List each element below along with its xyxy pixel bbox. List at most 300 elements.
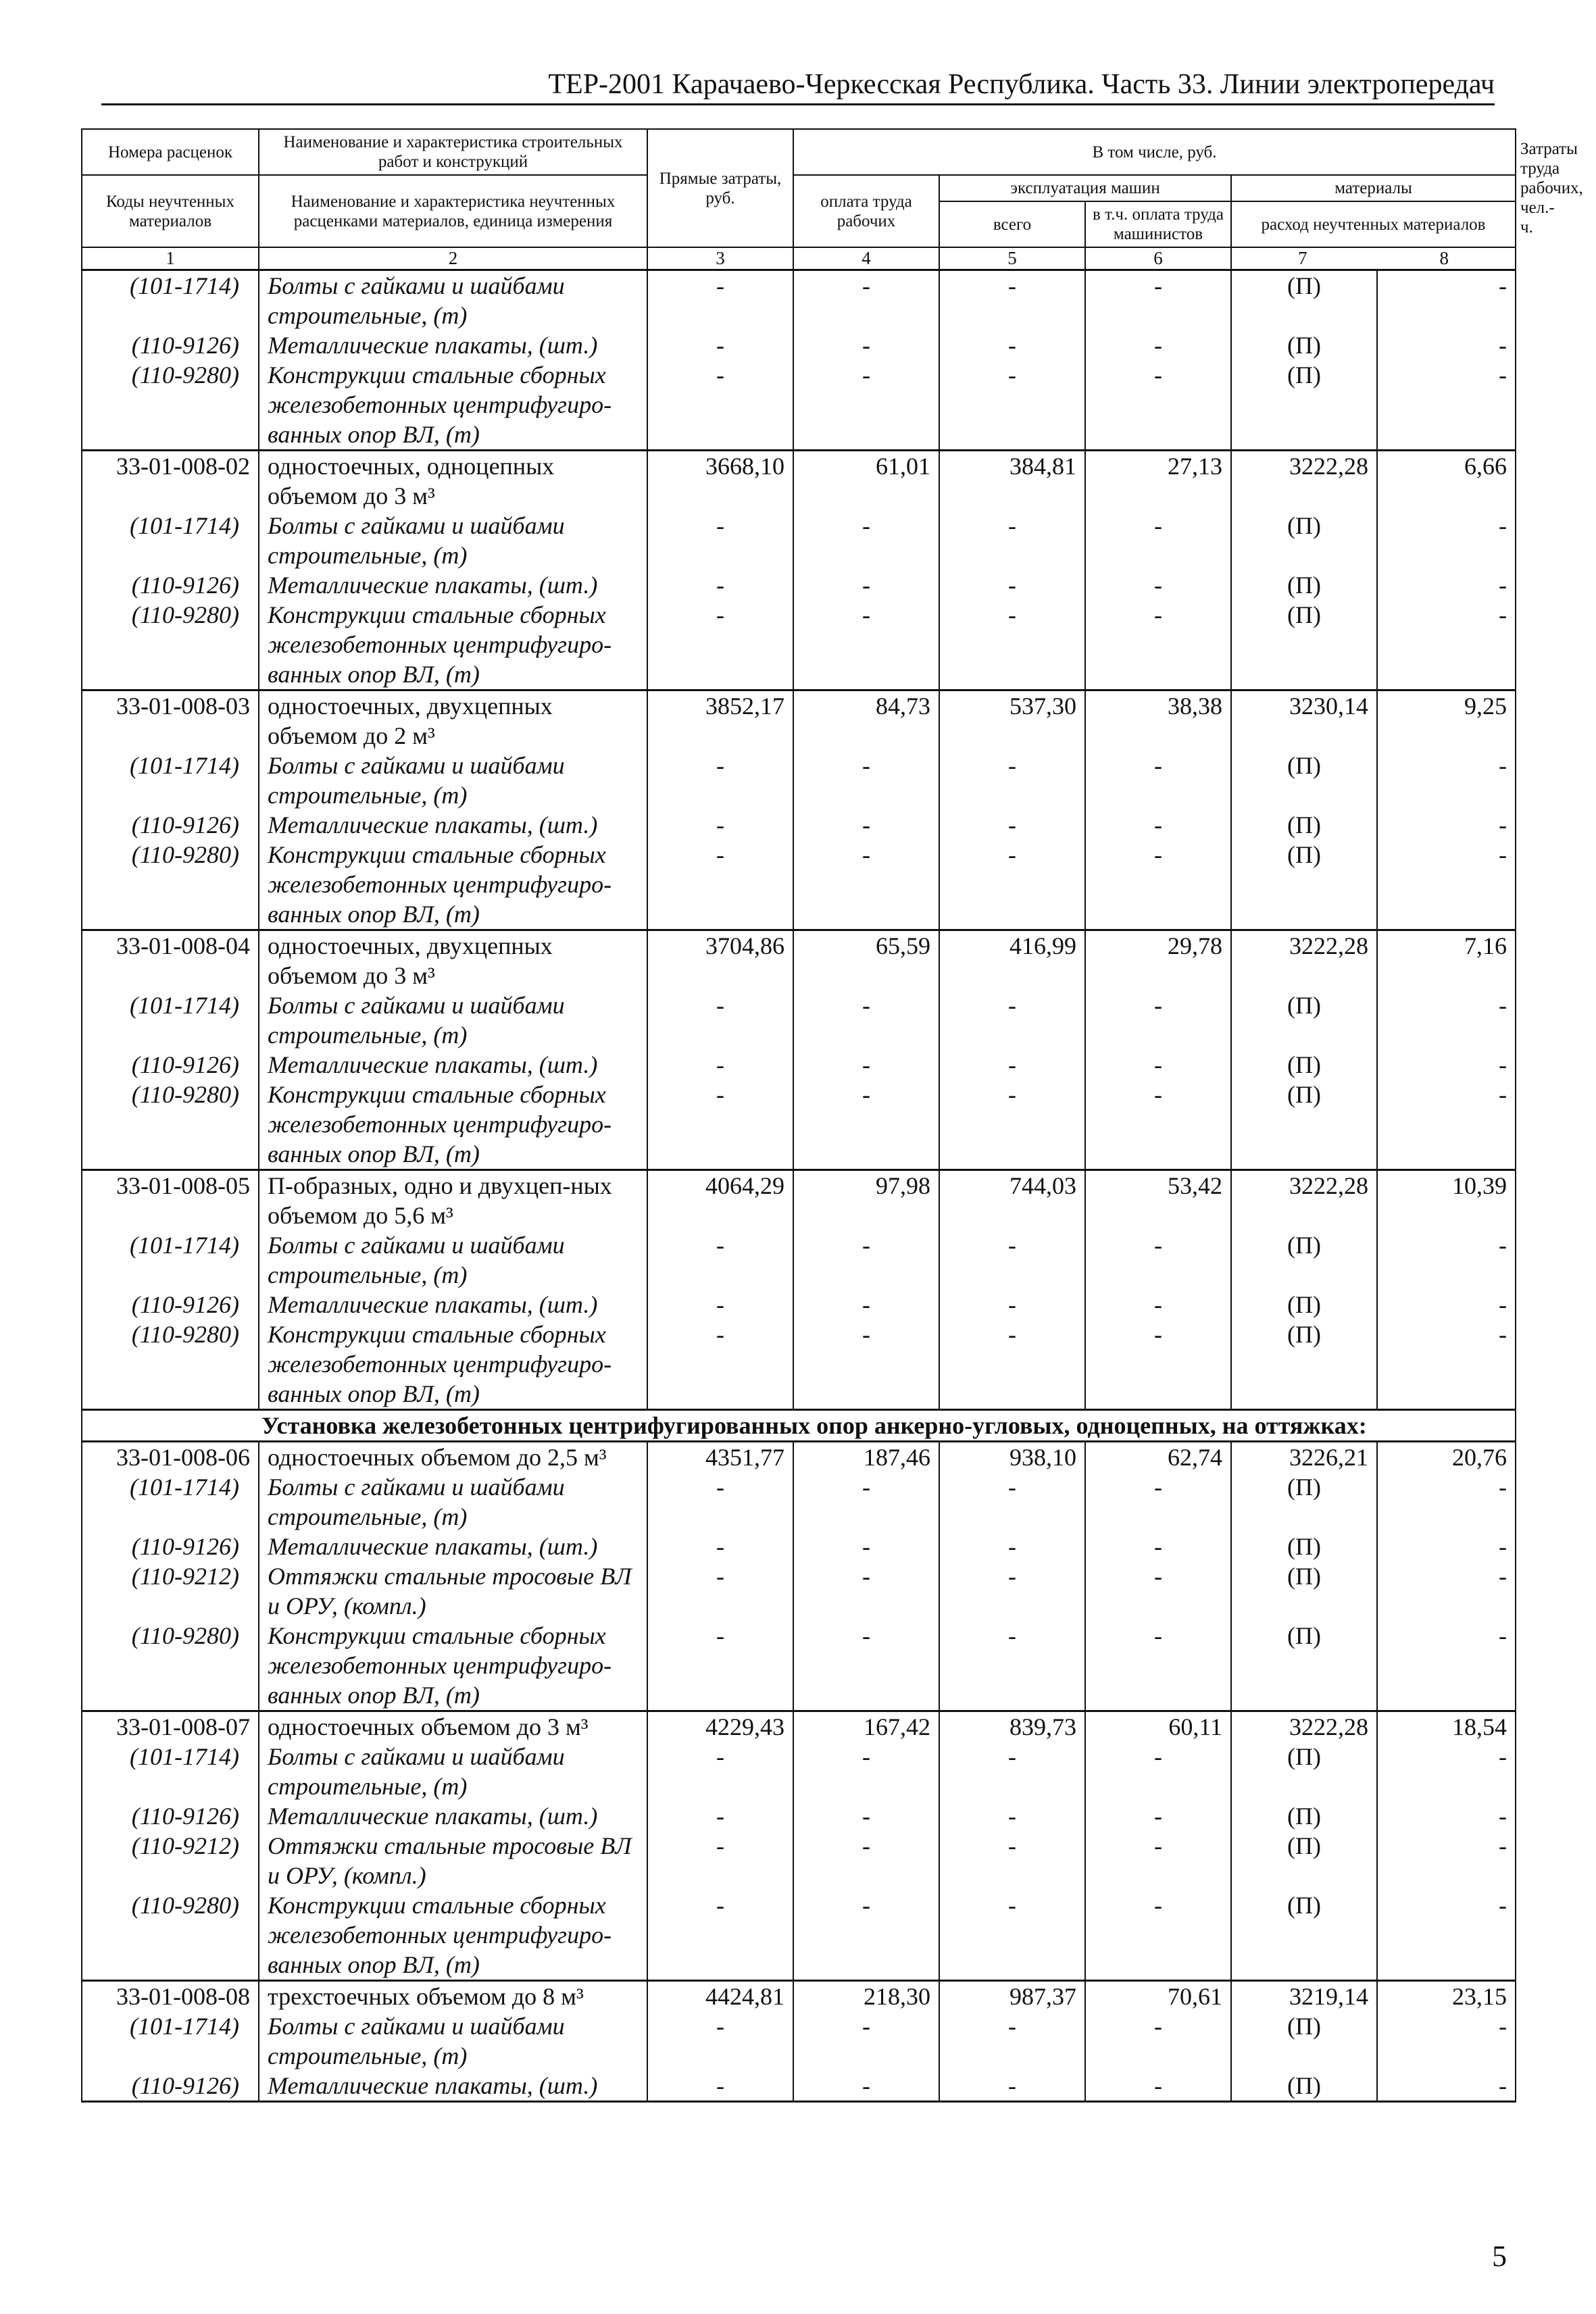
materials-cell: (П) [1231, 1290, 1377, 1319]
material-row [82, 1080, 1516, 1170]
material-code: (110-9126) [82, 1290, 259, 1319]
machines-total-cell: - [939, 330, 1085, 360]
materials-cell: (П) [1231, 270, 1377, 331]
material-name: Металлические плакаты, (шт.) [259, 570, 647, 600]
material-row [82, 1230, 1516, 1290]
material-name: Болты с гайками и шайбами строительные, (т) [259, 1230, 647, 1290]
machinist-wages-cell: - [1085, 270, 1231, 331]
machines-total-cell: - [939, 1742, 1085, 1801]
column-numbers-row [82, 247, 1516, 270]
labor-cell: - [1377, 270, 1516, 331]
labor-cell: - [1377, 1742, 1516, 1801]
direct-costs-cell: - [647, 270, 793, 331]
material-code: (110-9280) [82, 600, 259, 690]
materials-cell: 3222,28 [1231, 1711, 1377, 1742]
labor-cell: - [1377, 570, 1516, 600]
material-row [82, 1290, 1516, 1319]
material-name: Конструкции стальные сборных железобетонных центрифугиро-ванных опор ВЛ, (т) [259, 360, 647, 451]
direct-costs-cell: 3668,10 [647, 451, 793, 511]
rate-name: одностоечных объемом до 3 м³ [259, 1711, 647, 1742]
labor-cell: - [1377, 1050, 1516, 1080]
material-code: (110-9280) [82, 1080, 259, 1170]
wages-cell: - [793, 1742, 939, 1801]
materials-cell: (П) [1231, 2011, 1377, 2071]
direct-costs-cell: 4424,81 [647, 1981, 793, 2012]
material-row [82, 360, 1516, 451]
material-code: (101-1714) [82, 751, 259, 810]
labor-cell: - [1377, 810, 1516, 840]
rate-code: 33-01-008-04 [82, 930, 259, 991]
header-uncounted-name: Наименование и характеристика неучтенных расценками материалов, единица измерения [259, 175, 647, 247]
direct-costs-cell: 4351,77 [647, 1442, 793, 1473]
labor-cell: - [1377, 1080, 1516, 1170]
labor-cell: - [1377, 330, 1516, 360]
machinist-wages-cell: - [1085, 1532, 1231, 1561]
materials-cell: (П) [1231, 1742, 1377, 1801]
wages-cell: 84,73 [793, 690, 939, 751]
materials-cell: (П) [1231, 810, 1377, 840]
material-name: Болты с гайками и шайбами строительные, (т) [259, 2011, 647, 2071]
material-code: (110-9126) [82, 2071, 259, 2102]
rate-name: одностоечных, одноцепных объемом до 3 м³ [259, 451, 647, 511]
wages-cell: - [793, 270, 939, 331]
machinist-wages-cell: - [1085, 1290, 1231, 1319]
column-number: 5 [939, 247, 1085, 270]
machines-total-cell: - [939, 1621, 1085, 1711]
machinist-wages-cell: - [1085, 2011, 1231, 2071]
wages-cell: - [793, 1050, 939, 1080]
wages-cell: - [793, 1532, 939, 1561]
machines-total-cell: - [939, 2071, 1085, 2102]
machines-total-cell: - [939, 1472, 1085, 1532]
machinist-wages-cell: 62,74 [1085, 1442, 1231, 1473]
material-name: Болты с гайками и шайбами строительные, (т) [259, 270, 647, 331]
direct-costs-cell: - [647, 600, 793, 690]
materials-cell: (П) [1231, 570, 1377, 600]
materials-cell: (П) [1231, 1890, 1377, 1981]
labor-cell: 9,25 [1377, 690, 1516, 751]
direct-costs-cell: - [647, 1472, 793, 1532]
section-heading-row [82, 1410, 1516, 1442]
direct-costs-cell: - [647, 1050, 793, 1080]
machines-total-cell: - [939, 810, 1085, 840]
material-row [82, 270, 1516, 331]
material-name: Металлические плакаты, (шт.) [259, 1532, 647, 1561]
material-name: Болты с гайками и шайбами строительные, (т) [259, 511, 647, 570]
wages-cell: - [793, 1290, 939, 1319]
machinist-wages-cell: - [1085, 1472, 1231, 1532]
header-rule [101, 103, 1495, 105]
material-row [82, 570, 1516, 600]
machinist-wages-cell: 27,13 [1085, 451, 1231, 511]
material-row [82, 751, 1516, 810]
machinist-wages-cell: - [1085, 1621, 1231, 1711]
direct-costs-cell: - [647, 990, 793, 1050]
material-code: (110-9126) [82, 330, 259, 360]
machines-total-cell: 987,37 [939, 1981, 1085, 2012]
rate-code: 33-01-008-07 [82, 1711, 259, 1742]
machines-total-cell: - [939, 511, 1085, 570]
machinist-wages-cell: - [1085, 330, 1231, 360]
column-number: 8 [1439, 248, 1449, 268]
wages-cell: - [793, 511, 939, 570]
material-row [82, 810, 1516, 840]
labor-cell: - [1377, 360, 1516, 451]
material-code: (101-1714) [82, 2011, 259, 2071]
wages-cell: 187,46 [793, 1442, 939, 1473]
materials-cell: 3222,28 [1231, 1170, 1377, 1231]
material-name: Металлические плакаты, (шт.) [259, 330, 647, 360]
material-name: Болты с гайками и шайбами строительные, (т) [259, 1472, 647, 1532]
wages-cell: - [793, 1561, 939, 1621]
labor-cell: - [1377, 990, 1516, 1050]
materials-cell: (П) [1231, 600, 1377, 690]
materials-cell: (П) [1231, 1801, 1377, 1831]
wages-cell: - [793, 1230, 939, 1290]
table-header: Номера расценок Наименование и характеристика строительных работ и конструкций Прямые затраты, руб. В том числе, руб. Затраты труда рабочих, чел.-ч. Коды неучтенных материалов Наименование и характеристика неучтенных расценками материалов, единица измерения оплата труда рабочих эксплуатация машин материалы всего в т.ч. оплата труда машинистов расход неучтенных материалов 1 2 3 4 5 6 7 8 [82, 129, 1516, 270]
wages-cell: - [793, 1831, 939, 1890]
material-row [82, 1742, 1516, 1801]
labor-cell: - [1377, 2071, 1516, 2102]
machinist-wages-cell: 29,78 [1085, 930, 1231, 991]
machines-total-cell: - [939, 840, 1085, 930]
material-row [82, 2071, 1516, 2102]
materials-cell: (П) [1231, 1050, 1377, 1080]
document-header: ТЕР-2001 Карачаево-Черкесская Республика. Часть 33. Линии электропередач [548, 69, 1495, 100]
materials-cell: (П) [1231, 1532, 1377, 1561]
machinist-wages-cell: - [1085, 1050, 1231, 1080]
material-code: (110-9212) [82, 1561, 259, 1621]
materials-cell: (П) [1231, 751, 1377, 810]
labor-cell: - [1377, 751, 1516, 810]
wages-cell: - [793, 1472, 939, 1532]
material-name: Конструкции стальные сборных железобетонных центрифугиро-ванных опор ВЛ, (т) [259, 1319, 647, 1410]
labor-cell: - [1377, 1621, 1516, 1711]
labor-cell: - [1377, 1230, 1516, 1290]
material-name: Оттяжки стальные тросовые ВЛ и ОРУ, (компл.) [259, 1831, 647, 1890]
machinist-wages-cell: - [1085, 1080, 1231, 1170]
materials-cell: (П) [1231, 511, 1377, 570]
material-code: (110-9280) [82, 360, 259, 451]
machines-total-cell: - [939, 1890, 1085, 1981]
machinist-wages-cell: - [1085, 1831, 1231, 1890]
labor-cell: 6,66 [1377, 451, 1516, 511]
labor-cell: - [1377, 1290, 1516, 1319]
material-name: Металлические плакаты, (шт.) [259, 2071, 647, 2102]
material-code: (110-9126) [82, 570, 259, 600]
header-machinist-wages: в т.ч. оплата труда машинистов [1085, 201, 1231, 247]
material-code: (110-9126) [82, 810, 259, 840]
materials-cell: 3222,28 [1231, 451, 1377, 511]
header-including: В том числе, руб. [793, 129, 1516, 175]
machines-total-cell: - [939, 570, 1085, 600]
machinist-wages-cell: 38,38 [1085, 690, 1231, 751]
material-row [82, 1472, 1516, 1532]
machines-total-cell: - [939, 270, 1085, 331]
material-row [82, 1621, 1516, 1711]
material-row [82, 1890, 1516, 1981]
direct-costs-cell: - [647, 1831, 793, 1890]
material-row [82, 1050, 1516, 1080]
material-row [82, 511, 1516, 570]
direct-costs-cell: - [647, 810, 793, 840]
labor-cell: - [1377, 1831, 1516, 1890]
wages-cell: 65,59 [793, 930, 939, 991]
material-code: (110-9126) [82, 1532, 259, 1561]
machinist-wages-cell: - [1085, 1742, 1231, 1801]
material-name: Металлические плакаты, (шт.) [259, 810, 647, 840]
direct-costs-cell: - [647, 1290, 793, 1319]
rate-row [82, 1981, 1516, 2012]
material-row [82, 1319, 1516, 1410]
materials-cell: (П) [1231, 1621, 1377, 1711]
machinist-wages-cell: - [1085, 1319, 1231, 1410]
table-body [82, 270, 1516, 2102]
direct-costs-cell: - [647, 1080, 793, 1170]
column-number: 1 [82, 247, 259, 270]
direct-costs-cell: 4229,43 [647, 1711, 793, 1742]
direct-costs-cell: - [647, 1621, 793, 1711]
material-name: Болты с гайками и шайбами строительные, (т) [259, 990, 647, 1050]
column-number: 3 [647, 247, 793, 270]
direct-costs-cell: - [647, 1801, 793, 1831]
rate-name: одностоечных объемом до 2,5 м³ [259, 1442, 647, 1473]
material-code: (110-9280) [82, 1890, 259, 1981]
material-row [82, 330, 1516, 360]
machines-total-cell: - [939, 360, 1085, 451]
materials-cell: 3219,14 [1231, 1981, 1377, 2012]
material-code: (101-1714) [82, 270, 259, 331]
column-number-pair [1231, 247, 1516, 270]
material-name: Конструкции стальные сборных железобетонных центрифугиро-ванных опор ВЛ, (т) [259, 840, 647, 930]
column-number: 2 [259, 247, 647, 270]
machinist-wages-cell: - [1085, 1801, 1231, 1831]
material-row [82, 1561, 1516, 1621]
labor-cell: - [1377, 1472, 1516, 1532]
rate-code: 33-01-008-03 [82, 690, 259, 751]
machines-total-cell: 416,99 [939, 930, 1085, 991]
machinist-wages-cell: 70,61 [1085, 1981, 1231, 2012]
material-name: Конструкции стальные сборных железобетонных центрифугиро-ванных опор ВЛ, (т) [259, 1080, 647, 1170]
material-code: (101-1714) [82, 1472, 259, 1532]
rate-code: 33-01-008-02 [82, 451, 259, 511]
rate-code: 33-01-008-05 [82, 1170, 259, 1231]
rate-row [82, 451, 1516, 511]
labor-cell: 20,76 [1377, 1442, 1516, 1473]
material-name: Металлические плакаты, (шт.) [259, 1050, 647, 1080]
labor-cell: - [1377, 1561, 1516, 1621]
header-direct-costs: Прямые затраты, руб. [647, 129, 793, 247]
machinist-wages-cell: - [1085, 511, 1231, 570]
material-name: Конструкции стальные сборных железобетонных центрифугиро-ванных опор ВЛ, (т) [259, 1621, 647, 1711]
header-machine-operation: эксплуатация машин [939, 175, 1231, 201]
labor-cell: - [1377, 1890, 1516, 1981]
material-code: (101-1714) [82, 511, 259, 570]
machinist-wages-cell: - [1085, 360, 1231, 451]
labor-cell: - [1377, 511, 1516, 570]
rate-row [82, 1711, 1516, 1742]
labor-cell: - [1377, 840, 1516, 930]
direct-costs-cell: - [647, 2071, 793, 2102]
direct-costs-cell: - [647, 1561, 793, 1621]
rate-code: 33-01-008-06 [82, 1442, 259, 1473]
header-uncounted-materials-usage: расход неучтенных материалов [1231, 201, 1516, 247]
machines-total-cell: - [939, 600, 1085, 690]
direct-costs-cell: - [647, 1890, 793, 1981]
wages-cell: - [793, 751, 939, 810]
direct-costs-cell: - [647, 1532, 793, 1561]
labor-cell: - [1377, 1801, 1516, 1831]
rate-name: П-образных, одно и двухцеп-ных объемом до 5,6 м³ [259, 1170, 647, 1231]
direct-costs-cell: - [647, 1319, 793, 1410]
material-code: (101-1714) [82, 990, 259, 1050]
rate-name: одностоечных, двухцепных объемом до 3 м³ [259, 930, 647, 991]
wages-cell: - [793, 360, 939, 451]
material-name: Болты с гайками и шайбами строительные, (т) [259, 1742, 647, 1801]
rate-row [82, 930, 1516, 991]
machinist-wages-cell: 60,11 [1085, 1711, 1231, 1742]
labor-cell: 10,39 [1377, 1170, 1516, 1231]
wages-cell: - [793, 1319, 939, 1410]
machinist-wages-cell: - [1085, 600, 1231, 690]
direct-costs-cell: - [647, 330, 793, 360]
direct-costs-cell: 4064,29 [647, 1170, 793, 1231]
wages-cell: - [793, 2071, 939, 2102]
materials-cell: (П) [1231, 360, 1377, 451]
machinist-wages-cell: - [1085, 751, 1231, 810]
machinist-wages-cell: - [1085, 2071, 1231, 2102]
machinist-wages-cell: - [1085, 1561, 1231, 1621]
materials-cell: 3230,14 [1231, 690, 1377, 751]
header-wages: оплата труда рабочих [793, 175, 939, 247]
materials-cell: (П) [1231, 1561, 1377, 1621]
direct-costs-cell: - [647, 511, 793, 570]
material-name: Металлические плакаты, (шт.) [259, 1290, 647, 1319]
direct-costs-cell: - [647, 751, 793, 810]
direct-costs-cell: - [647, 1230, 793, 1290]
material-code: (110-9212) [82, 1831, 259, 1890]
labor-cell: 23,15 [1377, 1981, 1516, 2012]
labor-cell: 7,16 [1377, 930, 1516, 991]
materials-cell: (П) [1231, 840, 1377, 930]
wages-cell: - [793, 330, 939, 360]
rate-row [82, 1442, 1516, 1473]
machines-total-cell: - [939, 1831, 1085, 1890]
materials-cell: 3222,28 [1231, 930, 1377, 991]
materials-cell: (П) [1231, 990, 1377, 1050]
labor-cell: - [1377, 2011, 1516, 2071]
wages-cell: - [793, 990, 939, 1050]
wages-cell: - [793, 1621, 939, 1711]
direct-costs-cell: 3852,17 [647, 690, 793, 751]
machines-total-cell: 744,03 [939, 1170, 1085, 1231]
machines-total-cell: - [939, 1801, 1085, 1831]
machines-total-cell: 938,10 [939, 1442, 1085, 1473]
labor-cell: - [1377, 1319, 1516, 1410]
material-name: Конструкции стальные сборных железобетонных центрифугиро-ванных опор ВЛ, (т) [259, 1890, 647, 1981]
machines-total-cell: 537,30 [939, 690, 1085, 751]
machines-total-cell: - [939, 1319, 1085, 1410]
wages-cell: - [793, 1080, 939, 1170]
materials-cell: (П) [1231, 1080, 1377, 1170]
column-number: 7 [1298, 248, 1307, 268]
material-code: (110-9280) [82, 1319, 259, 1410]
direct-costs-cell: - [647, 570, 793, 600]
wages-cell: 97,98 [793, 1170, 939, 1231]
material-name: Металлические плакаты, (шт.) [259, 1801, 647, 1831]
machines-total-cell: - [939, 990, 1085, 1050]
rates-table [81, 128, 1583, 2103]
machines-total-cell: - [939, 1290, 1085, 1319]
wages-cell: - [793, 1890, 939, 1981]
material-name: Оттяжки стальные тросовые ВЛ и ОРУ, (компл.) [259, 1561, 647, 1621]
header-name-description: Наименование и характеристика строительных работ и конструкций [259, 129, 647, 175]
rate-name: трехстоечных объемом до 8 м³ [259, 1981, 647, 2012]
header-machines-total: всего [939, 201, 1085, 247]
machines-total-cell: 839,73 [939, 1711, 1085, 1742]
materials-cell: (П) [1231, 1831, 1377, 1890]
material-row [82, 1801, 1516, 1831]
machines-total-cell: - [939, 1532, 1085, 1561]
wages-cell: 61,01 [793, 451, 939, 511]
materials-cell: (П) [1231, 2071, 1377, 2102]
labor-cell: - [1377, 600, 1516, 690]
material-code: (101-1714) [82, 1742, 259, 1801]
machines-total-cell: - [939, 2011, 1085, 2071]
wages-cell: - [793, 600, 939, 690]
header-rates-number: Номера расценок [82, 129, 259, 175]
material-code: (110-9280) [82, 1621, 259, 1711]
section-heading: Установка железобетонных центрифугированных опор анкерно-угловых, одноцепных, на оттяжках: [82, 1410, 1516, 1442]
machinist-wages-cell: - [1085, 1230, 1231, 1290]
wages-cell: - [793, 2011, 939, 2071]
machinist-wages-cell: - [1085, 1890, 1231, 1981]
material-row [82, 840, 1516, 930]
machines-total-cell: - [939, 1561, 1085, 1621]
machinist-wages-cell: - [1085, 990, 1231, 1050]
wages-cell: 167,42 [793, 1711, 939, 1742]
labor-cell: 18,54 [1377, 1711, 1516, 1742]
direct-costs-cell: - [647, 360, 793, 451]
direct-costs-cell: - [647, 2011, 793, 2071]
header-uncounted-codes: Коды неучтенных материалов [82, 175, 259, 247]
column-number: 6 [1085, 247, 1231, 270]
material-code: (110-9126) [82, 1801, 259, 1831]
material-code: (110-9126) [82, 1050, 259, 1080]
header-materials: материалы [1231, 175, 1516, 201]
materials-cell: (П) [1231, 330, 1377, 360]
wages-cell: - [793, 840, 939, 930]
materials-cell: (П) [1231, 1472, 1377, 1532]
machinist-wages-cell: 53,42 [1085, 1170, 1231, 1231]
machines-total-cell: - [939, 1230, 1085, 1290]
wages-cell: - [793, 1801, 939, 1831]
direct-costs-cell: 3704,86 [647, 930, 793, 991]
machines-total-cell: 384,81 [939, 451, 1085, 511]
machinist-wages-cell: - [1085, 810, 1231, 840]
material-name: Болты с гайками и шайбами строительные, (т) [259, 751, 647, 810]
rate-row [82, 690, 1516, 751]
direct-costs-cell: - [647, 1742, 793, 1801]
materials-cell: (П) [1231, 1319, 1377, 1410]
machines-total-cell: - [939, 1080, 1085, 1170]
material-row [82, 990, 1516, 1050]
material-code: (110-9280) [82, 840, 259, 930]
rate-row [82, 1170, 1516, 1231]
direct-costs-cell: - [647, 840, 793, 930]
wages-cell: - [793, 570, 939, 600]
column-number: 4 [793, 247, 939, 270]
